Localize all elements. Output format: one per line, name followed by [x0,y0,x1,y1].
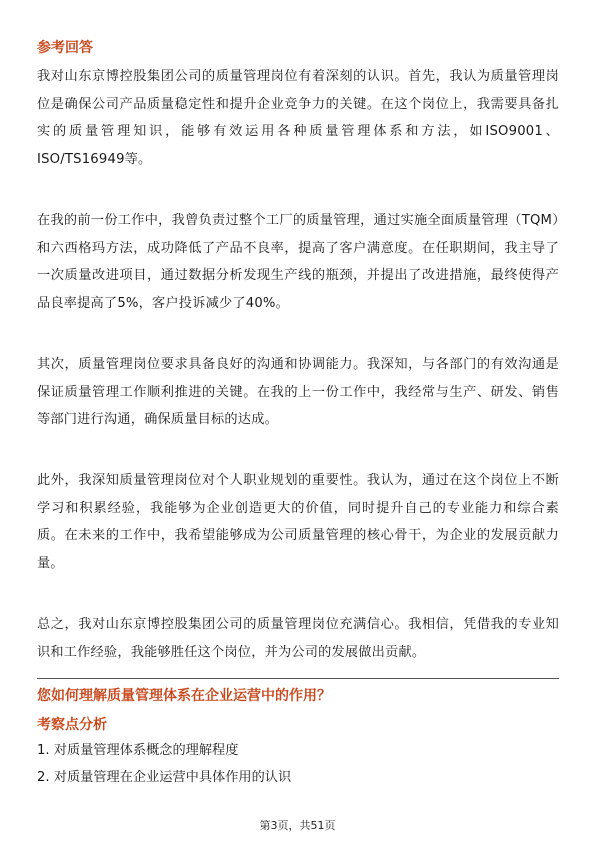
answer-paragraph-4: 此外，我深知质量管理岗位对个人职业规划的重要性。我认为，通过在这个岗位上不断学习和积累经验，我能够为企业创造更大的价值，同时提升自己的专业能力和综合素质。在未来的工作中，我希望能够成为公司质量管理的核心骨干，为企业的发展贡献力量。 [37,473,559,571]
page-footer: 第3页，共51页 [259,819,336,832]
answer-paragraph-5: 总之，我对山东京博控股集团公司的质量管理岗位充满信心。我相信，凭借我的专业知识和工作经验，我能够胜任这个岗位，并为公司的发展做出贡献。 [37,617,559,660]
answer-paragraph-2: 在我的前一份工作中，我曾负责过整个工厂的质量管理，通过实施全面质量管理（TQM）和六西格玛方法，成功降低了产品不良率，提高了客户满意度。在任职期间，我主导了一次质量改进项目，通过数据分析发现生产线的瓶颈，并提出了改进措施，最终使得产品良率提高了5%，客户投诉减少了40%。 [37,213,559,311]
answer-paragraph-1: 我对山东京博控股集团公司的质量管理岗位有着深刻的认识。首先，我认为质量管理岗位是确保公司产品质量稳定性和提升企业竞争力的关键。在这个岗位上，我需要具备扎实的质量管理知识，能够有效运用各种质量管理体系和方法，如ISO9001、ISO/TS16949等。 [37,69,559,167]
answer-paragraph-3: 其次，质量管理岗位要求具备良好的沟通和协调能力。我深知，与各部门的有效沟通是保证质量管理工作顺利推进的关键。在我的上一份工作中，我经常与生产、研发、销售等部门进行沟通，确保质量目标的达成。 [37,357,559,427]
question-heading: 您如何理解质量管理体系在企业运营中的作用？ [37,688,331,704]
analysis-point-2: 2. 对质量管理在企业运营中具体作用的认识 [37,770,292,785]
analysis-point-1: 1. 对质量管理体系概念的理解程度 [37,743,239,758]
answer-label: 参考回答 [37,40,93,56]
analysis-label: 考察点分析 [37,717,107,733]
section-divider [37,678,559,679]
